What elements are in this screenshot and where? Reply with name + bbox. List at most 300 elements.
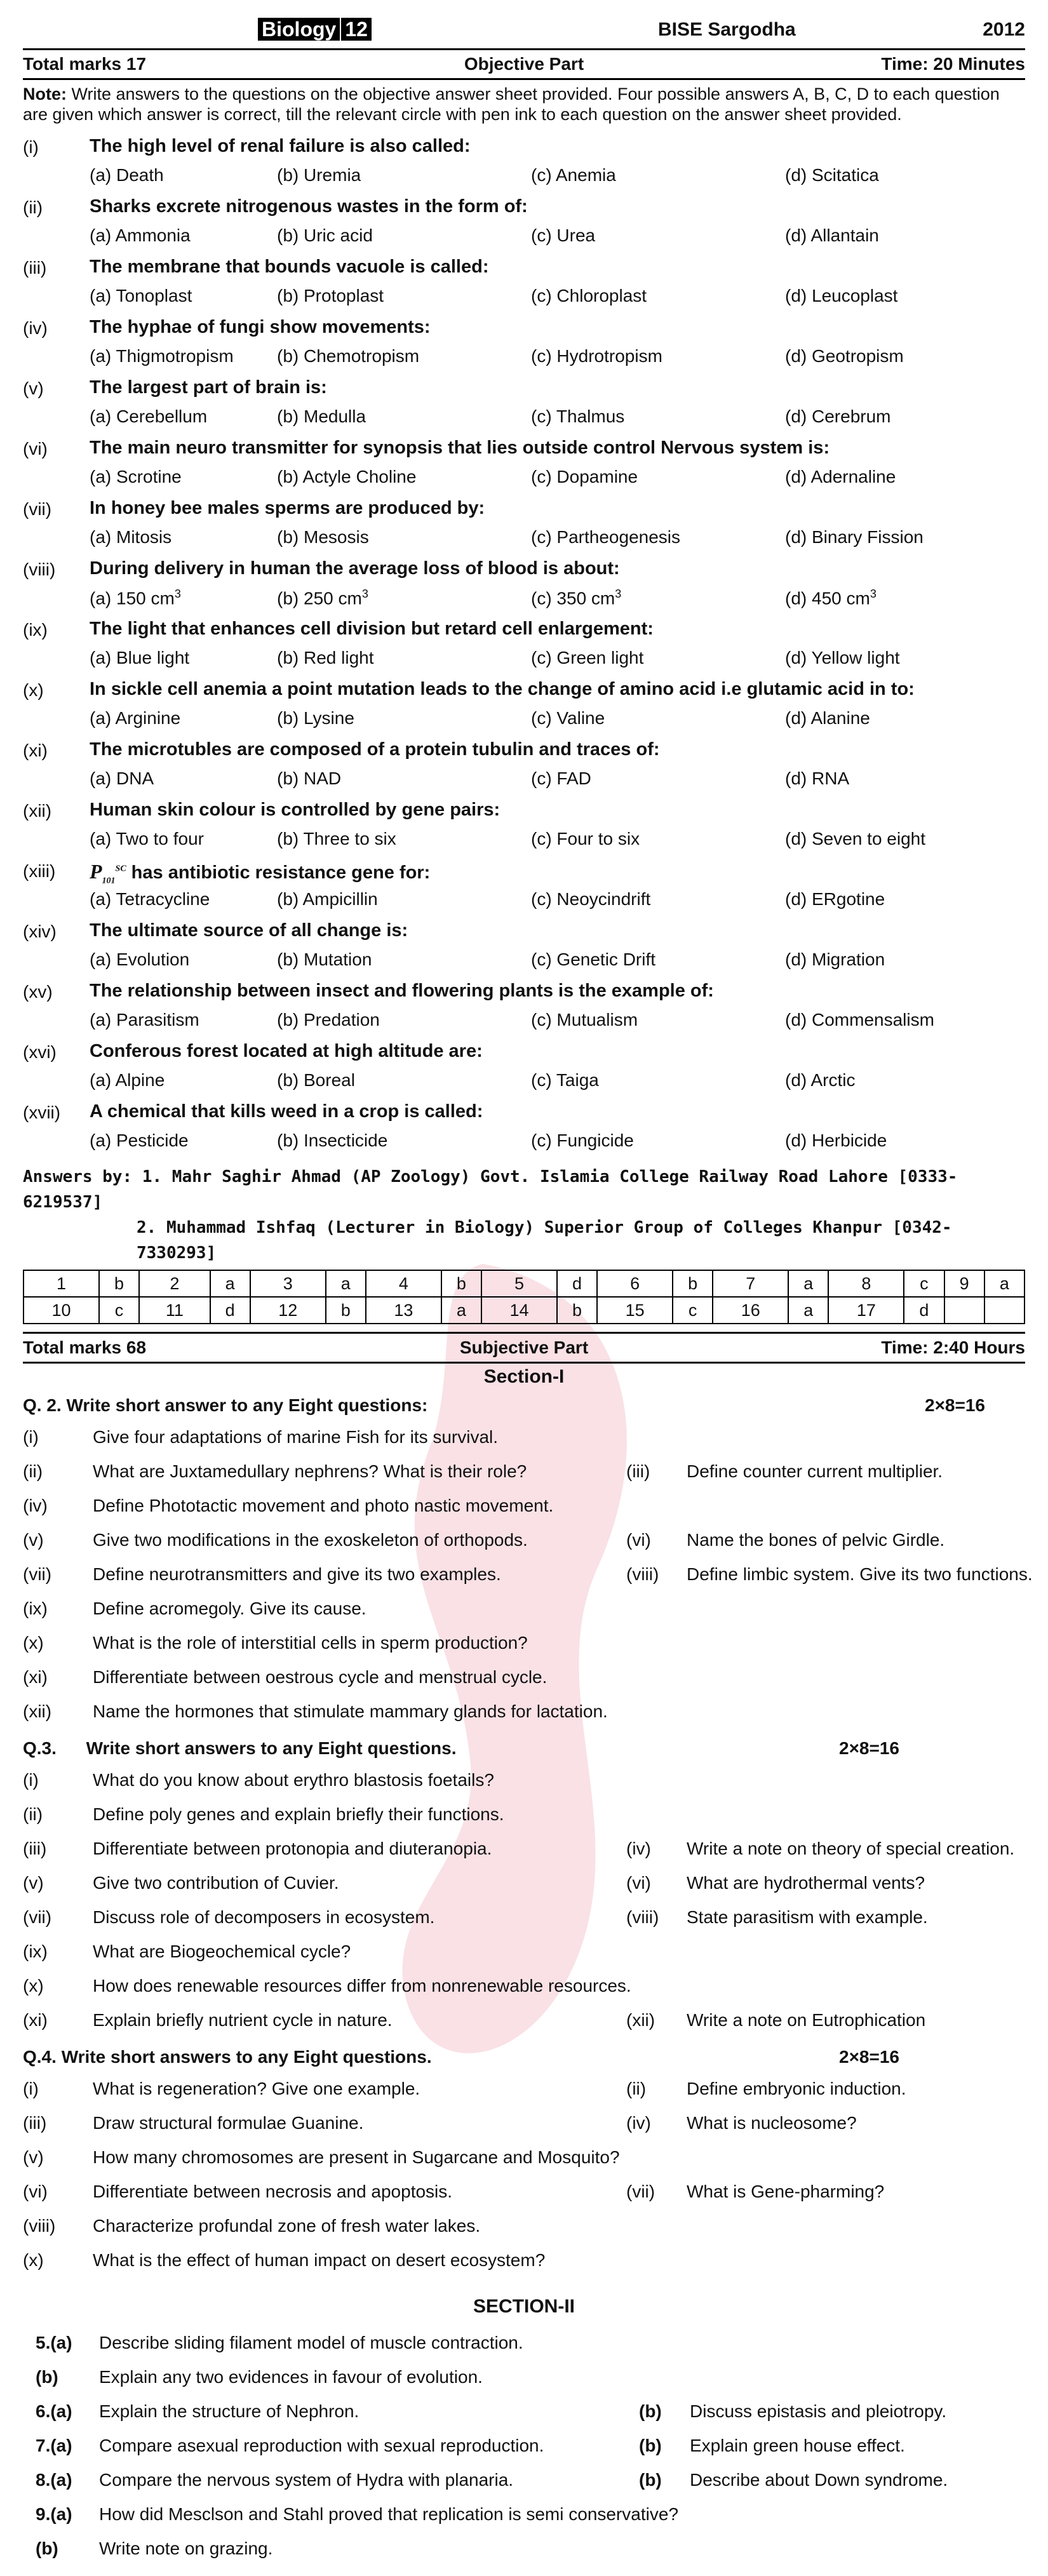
question-number: (b): [36, 2367, 58, 2387]
option-text: (c) Dopamine: [531, 467, 638, 486]
option-c: [531, 467, 638, 487]
option-d: [785, 829, 925, 849]
question-text: Give two contribution of Cuvier.: [93, 1873, 339, 1893]
short-question: [23, 1971, 1025, 2005]
question-2: [23, 1395, 1033, 1731]
mcq-question: [23, 195, 1025, 255]
question-stem: [90, 1041, 483, 1062]
question-number: (v): [23, 379, 44, 398]
question-number: (i): [23, 2079, 39, 2098]
question-number: (ii): [626, 2079, 647, 2098]
mcq-question: [23, 979, 1025, 1040]
option-text: (a) Thigmotropism: [90, 346, 234, 366]
option-d: [785, 346, 904, 366]
question-number: (viii): [23, 2216, 56, 2236]
short-question: [23, 1834, 1025, 1868]
question-stem-text: Conferous forest located at high altitude are:: [90, 1041, 483, 1061]
option-unit-superscript: 3: [361, 587, 368, 600]
option-text: (b) Red light: [277, 648, 374, 667]
option-text: (c) Partheogenesis: [531, 527, 681, 547]
option-b: [277, 346, 419, 366]
answer-key-cell: 10: [24, 1297, 99, 1324]
option-text: (a) Two to four: [90, 829, 205, 849]
question-text: Compare asexual reproduction with sexual reproduction.: [99, 2436, 544, 2455]
short-question: [23, 2005, 1025, 2039]
option-text: (b) Insecticide: [277, 1130, 388, 1150]
option-text: (b) Boreal: [277, 1070, 355, 1090]
option-d: [785, 1070, 855, 1090]
question-number: (xv): [23, 982, 53, 1002]
short-question: [23, 1559, 1033, 1593]
class-level: 12: [341, 18, 372, 41]
long-question: [23, 2499, 1025, 2533]
option-d: [785, 648, 900, 668]
answer-key-cell: d: [904, 1297, 944, 1324]
answer-key-cell: a: [210, 1270, 250, 1297]
option-text: (b) Three to six: [277, 829, 396, 849]
answer-key-cell: [944, 1297, 984, 1324]
long-question: [23, 2396, 1025, 2431]
answer-key-cell: 14: [481, 1297, 557, 1324]
q3-list: [23, 1765, 1025, 2039]
option-text: (b) Mesosis: [277, 527, 369, 547]
answer-key-row: [24, 1270, 1024, 1297]
question-text: Give two modifications in the exoskeleton of orthopods.: [93, 1530, 528, 1550]
option-text: (a) Parasitism: [90, 1010, 199, 1030]
option-d: [785, 165, 879, 185]
question-text: How many chromosomes are present in Sugarcane and Mosquito?: [93, 2147, 620, 2167]
question-stem-text: The light that enhances cell division but retard cell enlargement:: [90, 619, 654, 639]
question-text: Discuss role of decomposers in ecosystem.: [93, 1907, 435, 1927]
question-4: [23, 2047, 1025, 2279]
question-stem-text: Sharks excrete nitrogenous wastes in the form of:: [90, 196, 528, 217]
option-a: [90, 225, 191, 246]
question-stem: [90, 739, 660, 760]
answers-by-line1: 1. Mahr Saghir Ahmad (AP Zoology) Govt. Islamia College Railway Road Lahore [0333-6219537]: [23, 1167, 958, 1212]
option-text: (c) Neoycindrift: [531, 889, 651, 909]
question-number: (vi): [626, 1530, 651, 1550]
paper-header: [23, 13, 1025, 48]
short-question: [23, 2177, 1025, 2211]
question-number: (xiii): [23, 861, 56, 881]
question-text: Define poly genes and explain briefly their functions.: [93, 1804, 504, 1824]
question-number: (iii): [23, 258, 47, 278]
option-b: [277, 889, 378, 909]
short-question: [23, 1696, 1025, 1731]
question-text: Define Phototactic movement and photo nastic movement.: [93, 1496, 554, 1515]
long-question: [23, 2362, 1025, 2396]
option-b: [277, 286, 384, 306]
subjective-part-title: Subjective Part: [459, 1338, 589, 1357]
question-stem: [90, 377, 327, 398]
answer-key-cell: c: [904, 1270, 944, 1297]
option-d: [785, 768, 849, 789]
option-text: (b) Actyle Choline: [277, 467, 417, 486]
question-number: (iii): [626, 1461, 650, 1481]
mcq-question: [23, 678, 1025, 738]
answer-key-cell: a: [441, 1297, 481, 1324]
option-text: (b) Protoplast: [277, 286, 384, 305]
option-a: [90, 406, 207, 427]
answer-key-cell: d: [557, 1270, 597, 1297]
option-text: (d) Commensalism: [785, 1010, 934, 1030]
question-text: What is Gene-pharming?: [687, 2182, 885, 2201]
question-text: Give four adaptations of marine Fish for its survival.: [93, 1427, 499, 1447]
subjective-bar: [23, 1332, 1025, 1364]
answers-by-line2: 2. Muhammad Ishfaq (Lecturer in Biology) Superior Group of Colleges Khanpur [0342-7330293]: [137, 1218, 952, 1263]
option-d: [785, 406, 890, 427]
option-text: (d) Geotropism: [785, 346, 904, 366]
question-stem-text: The largest part of brain is:: [90, 377, 327, 398]
note-text: Write answers to the questions on the objective answer sheet provided. Four possible answers A, B, C, D to each question are given which answer is correct, till the relevant circle with pen ink to each question on the answer sheet provided.: [23, 84, 1000, 124]
question-text: Differentiate between necrosis and apoptosis.: [93, 2182, 453, 2201]
mcq-question: [23, 617, 1025, 678]
option-text: (a) Arginine: [90, 708, 181, 728]
question-text: How does renewable resources differ from nonrenewable resources.: [93, 1976, 631, 1996]
option-text: (c) Fungicide: [531, 1130, 634, 1150]
option-b: [277, 587, 368, 608]
question-number: (viii): [626, 1907, 659, 1927]
option-b: [277, 527, 369, 547]
q4-heading-text: Q.4. Write short answers to any Eight questions.: [23, 2047, 432, 2067]
option-b: [277, 949, 372, 970]
option-text: (a) Tonoplast: [90, 286, 192, 305]
option-text: (c) Genetic Drift: [531, 949, 656, 969]
q2-heading: [23, 1395, 1025, 1422]
option-d: [785, 467, 896, 487]
mcq-question: [23, 1040, 1025, 1100]
question-number: (ix): [23, 1942, 48, 1961]
question-stem-text: In sickle cell anemia a point mutation leads to the change of amino acid i.e glutamic acid in to:: [90, 679, 915, 699]
question-text: Define neurotransmitters and give its two examples.: [93, 1564, 501, 1584]
option-d: [785, 527, 924, 547]
option-a: [90, 889, 210, 909]
answer-key-cell: 2: [139, 1270, 210, 1297]
instructions-note: [23, 84, 1025, 124]
option-b: [277, 708, 354, 728]
question-stem: [90, 136, 471, 157]
option-text: (c) Anemia: [531, 165, 616, 185]
q2-list: [23, 1422, 1033, 1731]
question-text: What is the role of interstitial cells in sperm production?: [93, 1633, 528, 1653]
option-text: (d) Yellow light: [785, 648, 900, 667]
option-text: (b) Chemotropism: [277, 346, 420, 366]
question-number: (i): [23, 1770, 39, 1790]
exam-paper: [23, 13, 1033, 2568]
option-text: (c) Taiga: [531, 1070, 599, 1090]
short-question: [23, 1525, 1025, 1559]
option-b: [277, 829, 396, 849]
option-a: [90, 1070, 165, 1090]
option-a: [90, 346, 234, 366]
q3-heading: [23, 1738, 1025, 1765]
answer-key-cell: b: [326, 1297, 366, 1324]
option-b: [277, 768, 341, 789]
option-text: (d) RNA: [785, 768, 850, 788]
answer-key-row: [24, 1297, 1024, 1324]
subject-name: Biology: [258, 18, 340, 41]
answer-key-cell: 17: [828, 1297, 904, 1324]
question-text: Name the hormones that stimulate mammary glands for lactation.: [93, 1701, 608, 1721]
question-number: 5.(a): [36, 2333, 72, 2352]
question-stem-text: The relationship between insect and flowering plants is the example of:: [90, 981, 714, 1001]
question-number: (x): [23, 680, 44, 700]
question-stem-text: In honey bee males sperms are produced by:: [90, 498, 485, 518]
answer-key-cell: 8: [828, 1270, 904, 1297]
question-number: (xiv): [23, 922, 57, 941]
mcq-question: [23, 255, 1025, 316]
option-text: (c) 350 cm: [531, 588, 615, 608]
question-text: Explain the structure of Nephron.: [99, 2401, 359, 2421]
plasmid-subscript: 101: [102, 876, 116, 886]
question-number: (ix): [23, 1599, 48, 1618]
long-question: [23, 2328, 1025, 2362]
mcq-question: [23, 919, 1025, 979]
answer-key-cell: b: [557, 1297, 597, 1324]
answer-key-cell: c: [99, 1297, 139, 1324]
short-question: [23, 2108, 1025, 2142]
option-c: [531, 406, 624, 427]
option-a: [90, 768, 154, 789]
q3-marks: 2×8=16: [839, 1738, 899, 1758]
q4-heading: [23, 2047, 1025, 2074]
question-text: Describe sliding filament model of muscle contraction.: [99, 2333, 523, 2352]
plasmid-symbol: [90, 860, 126, 886]
question-text: Differentiate between protonopia and diuteranopia.: [93, 1839, 492, 1858]
option-a: [90, 1130, 189, 1151]
question-number: (xi): [23, 2010, 48, 2030]
option-text: (b) Uric acid: [277, 225, 373, 245]
answer-key-cell: 16: [713, 1297, 788, 1324]
question-number: (iv): [626, 2113, 651, 2133]
q3-heading-text: Q.3. Write short answers to any Eight questions.: [23, 1738, 457, 1758]
option-text: (b) 250 cm: [277, 588, 362, 608]
question-number: (xii): [626, 2010, 655, 2030]
question-number: (ix): [23, 620, 48, 640]
question-stem: [90, 498, 485, 519]
option-text: (d) Arctic: [785, 1070, 856, 1090]
option-text: (c) Urea: [531, 225, 596, 245]
question-text: What is regeneration? Give one example.: [93, 2079, 420, 2098]
short-question: [23, 1491, 1025, 1525]
question-3: [23, 1738, 1025, 2039]
answer-key-cell: a: [788, 1297, 828, 1324]
option-text: (a) Blue light: [90, 648, 190, 667]
option-d: [785, 889, 885, 909]
option-text: (d) Scitatica: [785, 165, 879, 185]
question-number: (x): [23, 1976, 44, 1996]
mcq-question: [23, 557, 1025, 617]
short-question: [23, 1593, 1025, 1628]
question-stem-text: The main neuro transmitter for synopsis that lies outside control Nervous system is:: [90, 438, 830, 458]
answer-key-cell: b: [99, 1270, 139, 1297]
question-stem: [90, 981, 714, 1002]
objective-total-marks: Total marks 17: [23, 54, 147, 74]
option-c: [531, 286, 647, 306]
question-text: Explain green house effect.: [690, 2436, 905, 2455]
option-a: [90, 648, 189, 668]
answer-key-cell: 3: [250, 1270, 326, 1297]
long-question: [23, 2533, 1025, 2568]
option-text: (a) Evolution: [90, 949, 190, 969]
question-text: What are Biogeochemical cycle?: [93, 1942, 351, 1961]
question-number: (b): [639, 2470, 662, 2490]
question-number: (xi): [23, 1667, 48, 1687]
option-unit-superscript: 3: [615, 587, 622, 600]
board-name: BISE Sargodha: [658, 19, 796, 40]
question-text: Define counter current multiplier.: [687, 1461, 943, 1481]
question-number: (b): [36, 2539, 58, 2558]
question-number: (ii): [23, 1804, 43, 1824]
option-text: (a) Alpine: [90, 1070, 165, 1090]
option-text: (a) Pesticide: [90, 1130, 189, 1150]
question-number: (i): [23, 137, 39, 157]
question-stem-text: The high level of renal failure is also called:: [90, 136, 471, 156]
option-d: [785, 286, 897, 306]
question-stem: [90, 438, 830, 459]
question-stem-text: The microtubles are composed of a protein tubulin and traces of:: [90, 739, 660, 760]
option-a: [90, 286, 192, 306]
option-text: (c) Four to six: [531, 829, 640, 849]
question-number: (b): [639, 2401, 662, 2421]
option-text: (d) Migration: [785, 949, 885, 969]
question-text: What is nucleosome?: [687, 2113, 857, 2133]
option-unit-superscript: 3: [870, 587, 877, 600]
question-text: Compare the nervous system of Hydra with planaria.: [99, 2470, 514, 2490]
question-stem: [90, 257, 488, 278]
question-number: (i): [23, 1427, 39, 1447]
short-question: [23, 1936, 1025, 1971]
option-text: (a) Death: [90, 165, 164, 185]
option-text: (d) ERgotine: [785, 889, 885, 909]
mcq-question: [23, 436, 1025, 497]
answers-by: [23, 1164, 1025, 1266]
answer-key-cell: 11: [139, 1297, 210, 1324]
option-text: (a) Scrotine: [90, 467, 182, 486]
short-question: [23, 2211, 1025, 2245]
question-number: (xvii): [23, 1103, 61, 1122]
option-text: (d) Adernaline: [785, 467, 896, 486]
mcq-question: [23, 798, 1025, 859]
option-c: [531, 527, 680, 547]
answer-key-cell: 15: [597, 1297, 673, 1324]
question-text: Define limbic system. Give its two functions.: [687, 1564, 1033, 1584]
question-number: (v): [23, 2147, 44, 2167]
option-text: (d) Leucoplast: [785, 286, 898, 305]
answer-key-cell: 1: [24, 1270, 99, 1297]
short-question: [23, 1902, 1025, 1936]
option-text: (a) Ammonia: [90, 225, 191, 245]
option-c: [531, 1010, 638, 1030]
question-number: 6.(a): [36, 2401, 72, 2421]
mcq-list: [23, 135, 1025, 1160]
option-text: (c) Green light: [531, 648, 644, 667]
option-text: (d) Allantain: [785, 225, 879, 245]
question-number: (vi): [23, 2182, 48, 2201]
option-text: (d) Cerebrum: [785, 406, 891, 426]
mcq-question: [23, 1100, 1025, 1160]
option-text: (d) Herbicide: [785, 1130, 887, 1150]
question-text: Name the bones of pelvic Girdle.: [687, 1530, 945, 1550]
option-text: (b) Medulla: [277, 406, 366, 426]
answer-key-cell: d: [210, 1297, 250, 1324]
long-question: [23, 2431, 1025, 2465]
option-a: [90, 165, 164, 185]
question-text: What do you know about erythro blastosis foetails?: [93, 1770, 494, 1790]
question-number: (xii): [23, 1701, 52, 1721]
short-question: [23, 1422, 1025, 1456]
question-number: 8.(a): [36, 2470, 72, 2490]
option-d: [785, 949, 885, 970]
question-text: How did Mesclson and Stahl proved that replication is semi conservative?: [99, 2504, 679, 2524]
short-question: [23, 1628, 1025, 1662]
option-d: [785, 708, 870, 728]
subjective-time: Time: 2:40 Hours: [881, 1338, 1025, 1357]
question-number: (iv): [626, 1839, 651, 1858]
option-text: (d) 450 cm: [785, 588, 870, 608]
question-stem-text: Human skin colour is controlled by gene pairs:: [90, 800, 500, 820]
option-d: [785, 1010, 934, 1030]
option-c: [531, 949, 655, 970]
question-number: (xi): [23, 741, 48, 760]
option-text: (b) Predation: [277, 1010, 380, 1030]
question-stem: [90, 679, 915, 700]
option-a: [90, 708, 180, 728]
option-text: (d) Seven to eight: [785, 829, 926, 849]
option-text: (c) Hydrotropism: [531, 346, 662, 366]
answer-key-cell: 5: [481, 1270, 557, 1297]
question-text: State parasitism with example.: [687, 1907, 928, 1927]
question-stem-text: has antibiotic resistance gene for:: [131, 862, 431, 883]
question-stem-text: The membrane that bounds vacuole is called:: [90, 257, 489, 277]
option-text: (c) FAD: [531, 768, 591, 788]
question-number: (iv): [23, 1496, 48, 1515]
question-text: Draw structural formulae Guanine.: [93, 2113, 364, 2133]
option-c: [531, 346, 662, 366]
option-d: [785, 225, 879, 246]
question-number: (viii): [23, 560, 56, 579]
option-text: (c) Thalmus: [531, 406, 625, 426]
question-text: What are hydrothermal vents?: [687, 1873, 925, 1893]
option-a: [90, 1010, 199, 1030]
answer-key-cell: [984, 1297, 1024, 1324]
option-text: (c) Mutualism: [531, 1010, 638, 1030]
question-number: (x): [23, 1633, 44, 1653]
question-number: (v): [23, 1873, 44, 1893]
question-stem: [90, 558, 620, 579]
option-c: [531, 708, 605, 728]
option-b: [277, 648, 374, 668]
question-stem: [90, 1101, 483, 1122]
question-stem: [90, 196, 528, 217]
question-text: Define acromegoly. Give its cause.: [93, 1599, 366, 1618]
mcq-question: [23, 738, 1025, 798]
question-stem: [90, 619, 654, 640]
mcq-question: [23, 376, 1025, 436]
option-text: (b) NAD: [277, 768, 342, 788]
option-text: (b) Mutation: [277, 949, 372, 969]
long-question: [23, 2465, 1025, 2499]
question-number: (vi): [23, 439, 48, 459]
answer-key-cell: 6: [597, 1270, 673, 1297]
option-a: [90, 829, 204, 849]
objective-time: Time: 20 Minutes: [881, 54, 1025, 74]
exam-year: 2012: [983, 19, 1025, 40]
option-c: [531, 889, 650, 909]
answer-key-cell: a: [984, 1270, 1024, 1297]
option-text: (a) Mitosis: [90, 527, 172, 547]
answer-key-table: [23, 1270, 1025, 1324]
